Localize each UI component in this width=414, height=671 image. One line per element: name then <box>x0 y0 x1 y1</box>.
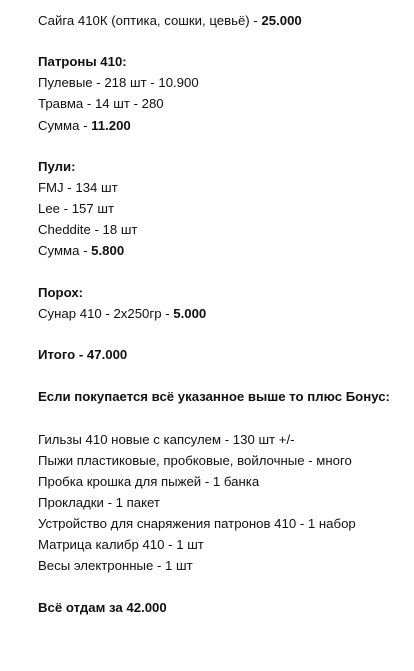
powder-heading <box>38 283 83 303</box>
saiga-price: 25.000 <box>261 13 302 28</box>
line-trauma-cartridges <box>38 94 164 114</box>
reloading-device-text: Устройство для снаряжения патронов 410 - 1 набор <box>38 516 356 531</box>
bullets-sum-value: 5.800 <box>91 243 125 258</box>
cartridges-sum-label: Сумма - <box>38 118 92 133</box>
total-text: Итого - 47.000 <box>38 347 128 362</box>
line-bullet-cartridges <box>38 73 199 93</box>
lee-text: Lee - 157 шт <box>38 201 115 216</box>
fmj-text: FMJ - 134 шт <box>38 180 118 195</box>
gaskets-text: Прокладки - 1 пакет <box>38 495 160 510</box>
powder-heading-text: Порох: <box>38 285 84 300</box>
line-bullets-sum <box>38 241 124 261</box>
bullet-cartridges-text: Пулевые - 218 шт - 10.900 <box>38 75 199 90</box>
bullets-heading <box>38 157 76 177</box>
bonus-heading-text: Если покупается всё указанное выше то плюс Бонус: <box>38 389 390 404</box>
bullets-sum-label: Сумма - <box>38 243 92 258</box>
line-cheddite <box>38 220 137 240</box>
line-die <box>38 535 204 555</box>
line-sunar <box>38 304 206 324</box>
cartridges-sum-value: 11.200 <box>91 118 131 133</box>
line-reloading-device <box>38 514 356 534</box>
line-wads <box>38 451 352 471</box>
cork-crumb-text: Пробка крошка для пыжей - 1 банка <box>38 474 260 489</box>
line-lee <box>38 199 114 219</box>
cartridges-heading <box>38 52 127 72</box>
wads-text: Пыжи пластиковые, пробковые, войлочные - много <box>38 453 352 468</box>
line-saiga <box>38 11 302 31</box>
sunar-text: Сунар 410 - 2х250гр - <box>38 306 174 321</box>
line-cartridges-sum <box>38 116 131 136</box>
trauma-cartridges-text: Травма - 14 шт - 280 <box>38 96 164 111</box>
final-offer <box>38 598 167 618</box>
line-gaskets <box>38 493 160 513</box>
line-fmj <box>38 178 118 198</box>
bonus-heading <box>38 387 390 407</box>
cartridges-heading-text: Патроны 410: <box>38 54 127 69</box>
die-text: Матрица калибр 410 - 1 шт <box>38 537 204 552</box>
final-offer-text: Всё отдам за 42.000 <box>38 600 167 615</box>
cheddite-text: Cheddite - 18 шт <box>38 222 138 237</box>
total-line <box>38 345 127 365</box>
scales-text: Весы электронные - 1 шт <box>38 558 193 573</box>
cases-text: Гильзы 410 новые с капсулем - 130 шт +/- <box>38 432 295 447</box>
line-cases <box>38 430 295 450</box>
bullets-heading-text: Пули: <box>38 159 76 174</box>
sunar-price: 5.000 <box>173 306 207 321</box>
line-cork-crumb <box>38 472 259 492</box>
line-scales <box>38 556 193 576</box>
saiga-text: Сайга 410К (оптика, сошки, цевьё) - <box>38 13 262 28</box>
